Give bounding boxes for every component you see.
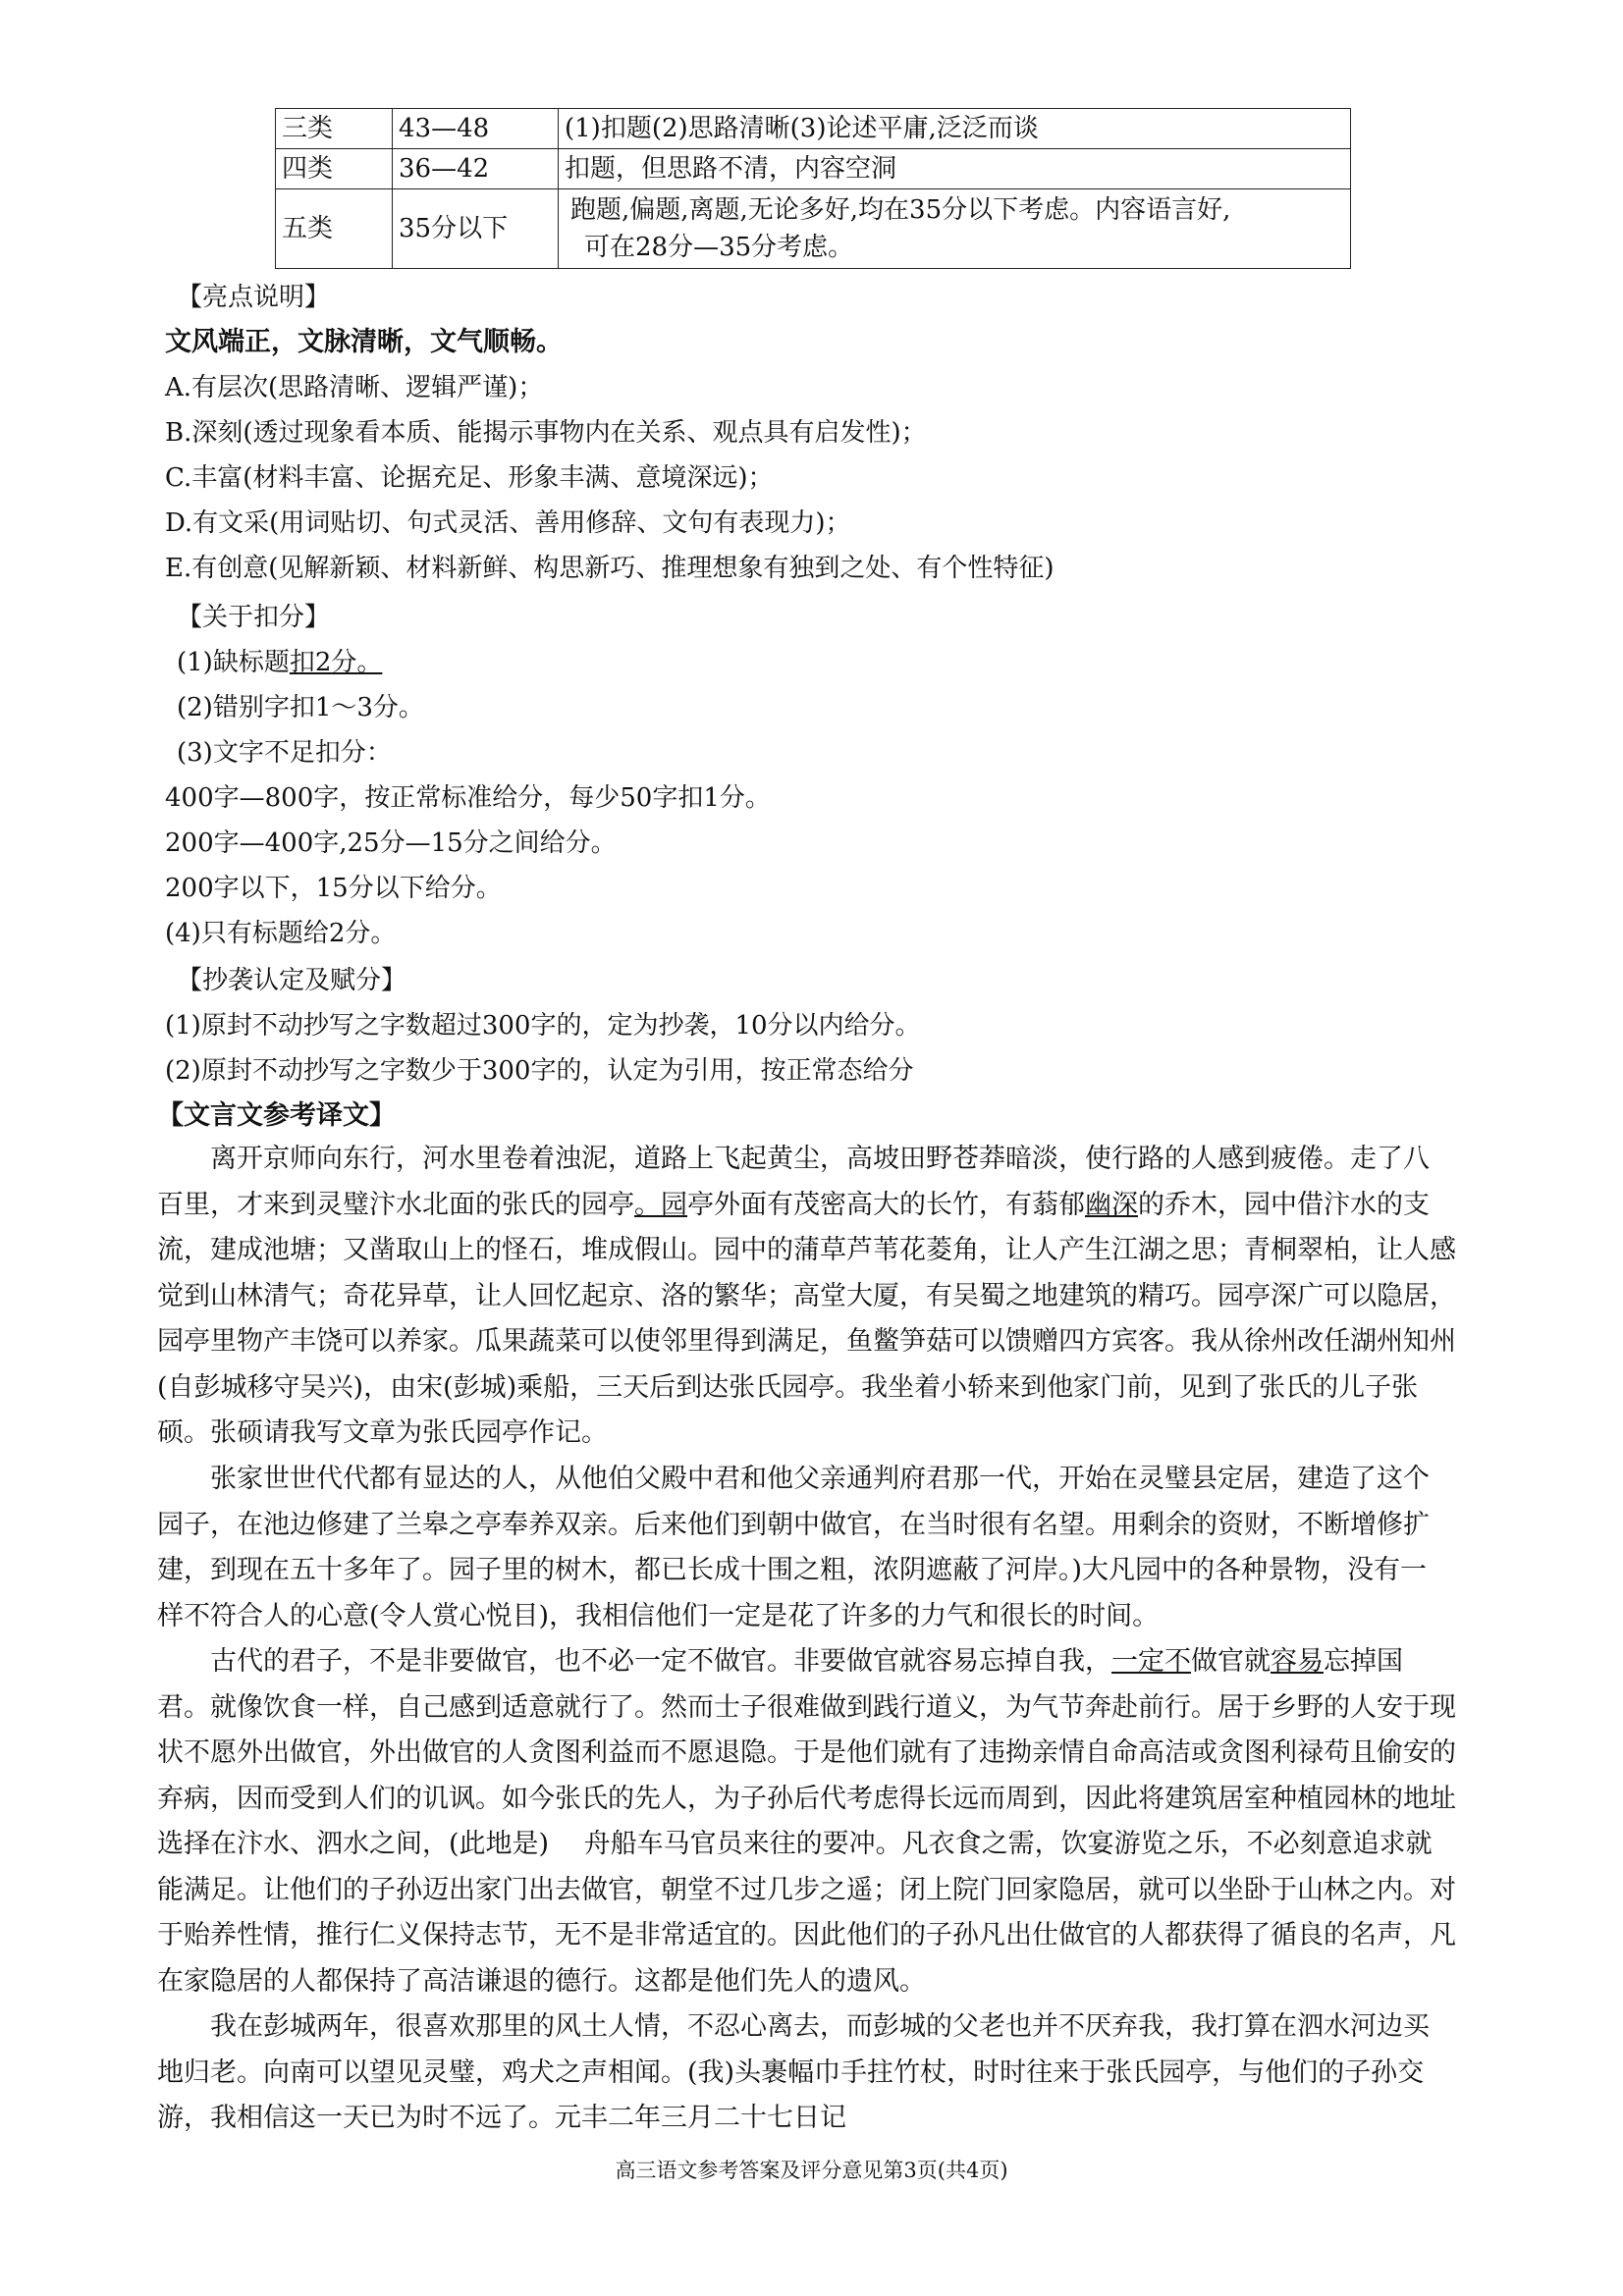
translation-paragraph-4 bbox=[157, 2004, 1532, 2142]
highlight-item: A.有层次(思路清晰、逻辑严谨)； bbox=[165, 373, 544, 402]
translation-heading: 【文言文参考译文】 bbox=[157, 1100, 396, 1131]
page-footer: 高三语文参考答案及评分意见第3页(共4页) bbox=[615, 2159, 1008, 2182]
text-span: 忘掉国 bbox=[1324, 1646, 1403, 1677]
grade-description-line: 可在28分—35分考虑。 bbox=[584, 233, 854, 262]
grade-description: (1)扣题(2)思路清晰(3)论述平庸,泛泛而谈 bbox=[559, 109, 1351, 149]
table-row bbox=[276, 109, 1351, 149]
paragraph-line: 样不符合人的心意(令人赏心悦目)，我相信他们一定是花了许多的力气和很长的时间。 bbox=[157, 1600, 1160, 1631]
underlined-text: 。园 bbox=[634, 1189, 687, 1220]
grade-category: 五类 bbox=[276, 189, 393, 269]
deductions-heading: 【关于扣分】 bbox=[177, 603, 331, 632]
paragraph-line: 于贻养性情，推行仁义保持志节，无不是非常适宜的。因此他们的子孙凡出仕做官的人都获得了循良的名声，凡 bbox=[157, 1920, 1456, 1950]
translation-paragraph-2 bbox=[157, 1457, 1532, 1639]
deduction-rule: 200字以下，15分以下给分。 bbox=[165, 874, 502, 903]
translation-paragraph-1 bbox=[157, 1137, 1532, 1457]
highlight-item: E.有创意(见解新颖、材料新鲜、构思新巧、推理想象有独到之处、有个性特征) bbox=[165, 554, 1055, 583]
paragraph-line: 觉到山林清气；奇花异草，让人回忆起京、洛的繁华；高堂大厦，有吴蜀之地建筑的精巧。园亭深广可以隐居， bbox=[157, 1280, 1456, 1311]
paragraph-line: 弃病，因而受到人们的讥讽。如今张氏的先人，为子孙后代考虑得长远而周到，因此将建筑居室种植园林的地址 bbox=[157, 1783, 1456, 1814]
grade-score: 35分以下 bbox=[393, 189, 559, 269]
paragraph-line: 状不愿外出做官，外出做官的人贪图利益而不愿退隐。于是他们就有了违拗亲情自命高洁或贪图利禄苟且偷安的 bbox=[157, 1737, 1456, 1768]
paragraph-line: 离开京师向东行，河水里卷着浊泥，道路上飞起黄尘，高坡田野苍莽暗淡，使行路的人感到疲倦。走了八 bbox=[157, 1144, 1430, 1174]
highlights-summary: 文风端正，文脉清晰，文气顺畅。 bbox=[165, 327, 563, 357]
translation-paragraph-3 bbox=[157, 1639, 1532, 2004]
paragraph-line: 君。就像饮食一样，自己感到适意就行了。然而士子很难做到践行道义，为气节奔赴前行。居于乡野的人安于现 bbox=[157, 1691, 1456, 1723]
highlight-item: B.深刻(透过现象看本质、能揭示事物内在关系、观点具有启发性)； bbox=[165, 418, 927, 448]
underlined-text: 一定不 bbox=[1111, 1646, 1191, 1677]
paragraph-line: 园子，在池边修建了兰皋之亭奉养双亲。后来他们到朝中做官，在当时很有名望。用剩余的资财，不断增修扩 bbox=[157, 1509, 1430, 1540]
paragraph-line: 硕。张硕请我写文章为张氏园亭作记。 bbox=[157, 1417, 608, 1448]
grade-description bbox=[559, 189, 1351, 269]
text-span: 亭外面有茂密高大的长竹，有蓊郁 bbox=[687, 1189, 1085, 1220]
paragraph-line: 地归老。向南可以望见灵璧，鸡犬之声相闻。(我)头裹幅巾手拄竹杖，时时往来于张氏园亭，与他们的子孙交 bbox=[157, 2056, 1425, 2088]
paragraph-line: 园亭里物产丰饶可以养家。瓜果蔬菜可以使邻里得到满足，鱼鳖笋菇可以馈赠四方宾客。我从徐州改任湖州知州 bbox=[157, 1326, 1456, 1357]
paragraph-line: 张家世世代代都有显达的人，从他伯父殿中君和他父亲通判府君那一代，开始在灵璧县定居，建造了这个 bbox=[157, 1464, 1430, 1494]
deduction-item bbox=[177, 640, 382, 685]
plagiarism-item: (1)原封不动抄写之字数超过300字的，定为抄袭，10分以内给分。 bbox=[165, 1011, 921, 1041]
paragraph-line: 能满足。让他们的子孙迈出家门出去做官，朝堂不过几步之遥；闭上院门回家隐居，就可以坐卧于山林之内。对 bbox=[157, 1874, 1456, 1905]
text-span: 百里，才来到灵璧汴水北面的张氏的园亭 bbox=[157, 1189, 634, 1220]
grade-category: 四类 bbox=[276, 149, 393, 189]
highlights-heading: 【亮点说明】 bbox=[177, 283, 331, 312]
grading-table bbox=[275, 108, 1351, 269]
plagiarism-item: (2)原封不动抄写之字数少于300字的，认定为引用，按正常态给分 bbox=[165, 1056, 914, 1086]
paragraph-line bbox=[157, 1183, 1532, 1229]
deduction-rule: 200字—400字,25分—15分之间给分。 bbox=[165, 828, 617, 858]
grade-score: 43—48 bbox=[393, 109, 559, 149]
highlight-item: C.丰富(材料丰富、论据充足、形象丰满、意境深远)； bbox=[165, 463, 774, 493]
text-span: 做官就 bbox=[1191, 1646, 1271, 1677]
grade-description: 扣题，但思路不清，内容空洞 bbox=[559, 149, 1351, 189]
deduction-rule: 400字—800字，按正常标准给分，每少50字扣1分。 bbox=[165, 783, 771, 813]
table-row bbox=[276, 189, 1351, 269]
deduction-item: (2)错别字扣1～3分。 bbox=[177, 693, 424, 722]
underlined-text: 容易 bbox=[1271, 1646, 1324, 1677]
plagiarism-heading: 【抄袭认定及赋分】 bbox=[177, 966, 407, 995]
deduction-item: (3)文字不足扣分： bbox=[177, 738, 392, 768]
paragraph-line: (自彭城移守吴兴)，由宋(彭城)乘船，三天后到达张氏园亭。我坐着小轿来到他家门前，见到了张氏的儿子张 bbox=[157, 1371, 1419, 1403]
paragraph-line: 在家隐居的人都保持了高洁谦退的德行。这都是他们先人的遗风。 bbox=[157, 1965, 926, 1997]
grade-category: 三类 bbox=[276, 109, 393, 149]
deduction-item-underlined: 扣2分。 bbox=[289, 648, 383, 677]
paragraph-line: 游，我相信这一天已为时不远了。元丰二年三月二十七日记 bbox=[157, 2103, 846, 2133]
highlight-item: D.有文采(用词贴切、句式灵活、善用修辞、文句有表现力)； bbox=[165, 508, 851, 538]
table-row bbox=[276, 149, 1351, 189]
grade-description-line: 跑题,偏题,离题,无论多好,均在35分以下考虑。内容语言好, bbox=[570, 195, 1231, 225]
paragraph-line bbox=[157, 1639, 1532, 1685]
deduction-item: (4)只有标题给2分。 bbox=[165, 919, 397, 948]
underlined-text: 幽深 bbox=[1085, 1189, 1138, 1220]
text-span: 的乔木，园中借汴水的支 bbox=[1138, 1189, 1430, 1220]
deduction-item-text: (1)缺标题 bbox=[177, 648, 290, 677]
paragraph-line: 流，建成池塘；又凿取山上的怪石，堆成假山。园中的蒲草芦苇花菱角，让人产生江湖之思；青桐翠柏，让人感 bbox=[157, 1235, 1456, 1265]
paragraph-line: 我在彭城两年，很喜欢那里的风土人情，不忍心离去，而彭城的父老也并不厌弃我，我打算在泗水河边买 bbox=[157, 2011, 1430, 2042]
text-span: 古代的君子，不是非要做官，也不必一定不做官。非要做官就容易忘掉自我， bbox=[157, 1646, 1111, 1677]
paragraph-line: 建，到现在五十多年了。园子里的树木，都已长成十围之粗，浓阴遮蔽了河岸。)大凡园中的各种景物，没有一 bbox=[157, 1555, 1428, 1585]
grade-score: 36—42 bbox=[393, 149, 559, 189]
paragraph-line: 选择在汴水、泗水之间，(此地是) 舟船车马官员来往的要冲。凡衣食之需，饮宴游览之乐，不必刻意追求就 bbox=[157, 1829, 1433, 1859]
